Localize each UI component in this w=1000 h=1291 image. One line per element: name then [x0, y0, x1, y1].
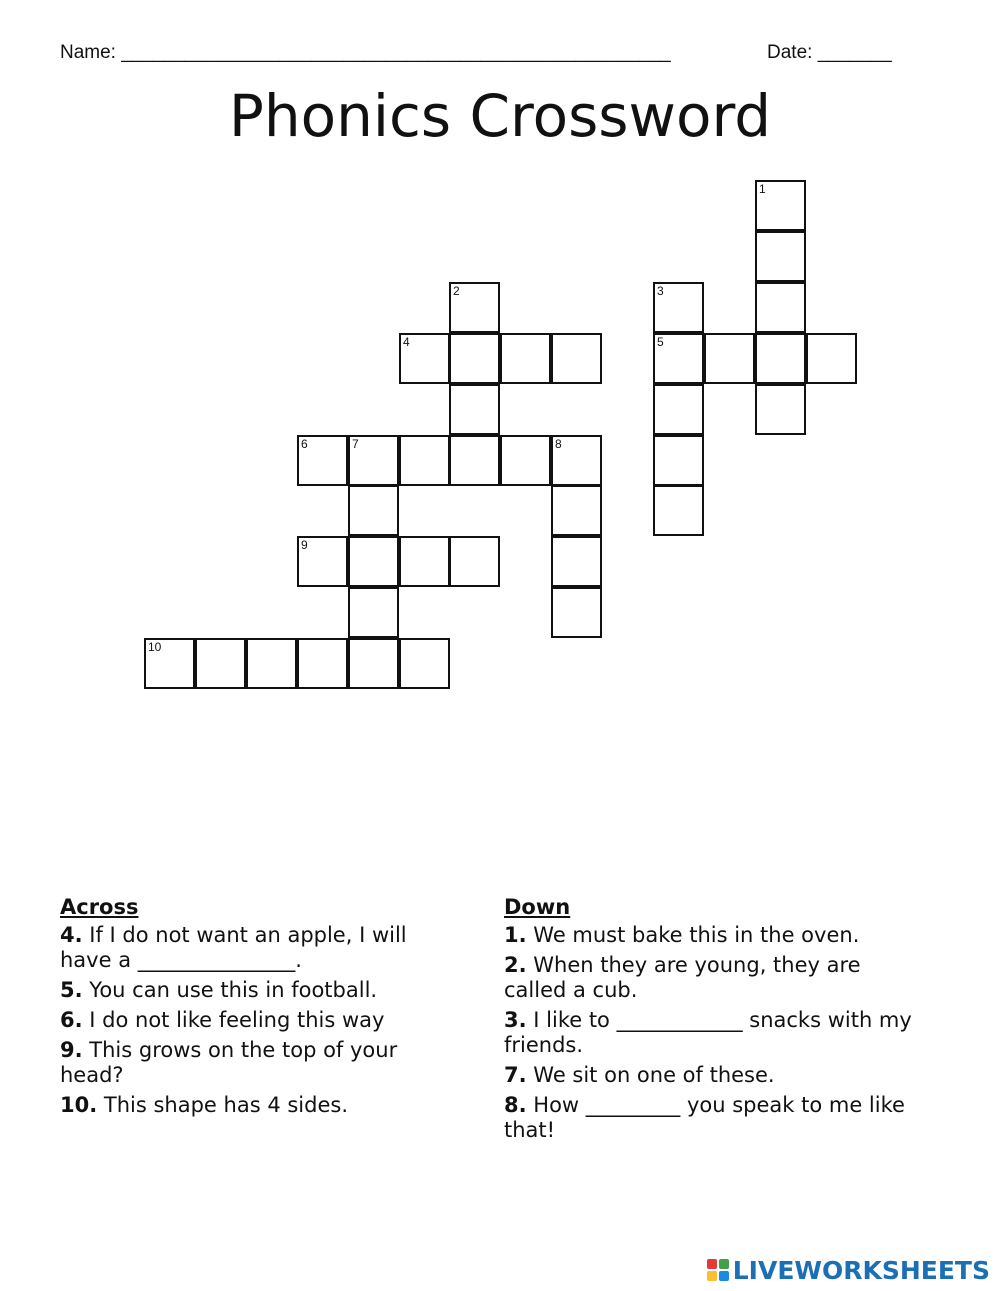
crossword-cell[interactable] [348, 435, 399, 486]
crossword-cell-input[interactable] [655, 487, 702, 534]
crossword-cell[interactable] [755, 231, 806, 282]
clue-across: 4. If I do not want an apple, I will have a _______________. [60, 923, 407, 972]
crossword-cell[interactable] [449, 435, 500, 486]
crossword-cell-input[interactable] [757, 284, 804, 331]
down-heading: Down [504, 895, 571, 919]
crossword-cell-input[interactable] [706, 335, 753, 382]
clue-down: 3. I like to ____________ snacks with my friends. [504, 1008, 912, 1057]
crossword-cell[interactable] [399, 435, 450, 486]
crossword-cell-input[interactable] [401, 538, 448, 585]
crossword-cell[interactable] [500, 435, 551, 486]
crossword-cell-input[interactable] [808, 335, 855, 382]
crossword-cell[interactable] [755, 333, 806, 384]
crossword-cell[interactable] [755, 180, 806, 231]
crossword-cell-input[interactable] [350, 487, 397, 534]
crossword-cell[interactable] [704, 333, 755, 384]
crossword-cell[interactable] [449, 384, 500, 435]
clue-number: 4 [403, 335, 410, 349]
crossword-cell-input[interactable] [553, 538, 600, 585]
logo-text: LIVEWORKSHEETS [732, 1255, 990, 1285]
clue-across: 10. This shape has 4 sides. [60, 1093, 348, 1117]
crossword-cell[interactable] [653, 384, 704, 435]
crossword-cell-input[interactable] [299, 437, 346, 484]
clue-number: 6 [301, 437, 308, 451]
across-heading: Across [60, 895, 139, 919]
crossword-cell[interactable] [551, 536, 602, 587]
crossword-cell-input[interactable] [248, 640, 295, 687]
crossword-cell[interactable] [297, 638, 348, 689]
crossword-cell[interactable] [399, 536, 450, 587]
crossword-cell[interactable] [755, 282, 806, 333]
crossword-cell-input[interactable] [197, 640, 244, 687]
clue-number: 3 [657, 284, 664, 298]
clue-number: 9 [301, 538, 308, 552]
crossword-cell[interactable] [653, 333, 704, 384]
crossword-cell[interactable] [246, 638, 297, 689]
crossword-cell-input[interactable] [757, 182, 804, 229]
crossword-cell[interactable] [653, 435, 704, 486]
down-clues [504, 895, 924, 1148]
crossword-cell-input[interactable] [350, 437, 397, 484]
crossword-cell[interactable] [653, 282, 704, 333]
crossword-cell[interactable] [755, 384, 806, 435]
crossword-cell[interactable] [551, 435, 602, 486]
clue-number: 7 [352, 437, 359, 451]
name-field-label[interactable]: Name: ____________________________________________________ [60, 42, 671, 63]
crossword-cell-input[interactable] [451, 335, 498, 382]
clue-down: 7. We sit on one of these. [504, 1063, 775, 1087]
crossword-cell-input[interactable] [401, 640, 448, 687]
crossword-cell-input[interactable] [146, 640, 193, 687]
crossword-cell[interactable] [551, 587, 602, 638]
crossword-cell-input[interactable] [502, 437, 549, 484]
crossword-cell-input[interactable] [502, 335, 549, 382]
clue-across: 6. I do not like feeling this way [60, 1008, 385, 1032]
clue-down: 8. How _________ you speak to me like that! [504, 1093, 905, 1142]
crossword-cell[interactable] [348, 536, 399, 587]
crossword-cell[interactable] [399, 333, 450, 384]
crossword-cell[interactable] [348, 485, 399, 536]
crossword-cell[interactable] [348, 587, 399, 638]
clue-number: 2 [453, 284, 460, 298]
crossword-cell[interactable] [449, 282, 500, 333]
crossword-cell-input[interactable] [655, 386, 702, 433]
crossword-cell-input[interactable] [401, 437, 448, 484]
crossword-cell-input[interactable] [350, 640, 397, 687]
crossword-cell-input[interactable] [655, 335, 702, 382]
clue-down: 1. We must bake this in the oven. [504, 923, 860, 947]
crossword-cell-input[interactable] [299, 640, 346, 687]
clue-down: 2. When they are young, they are called a cub. [504, 953, 861, 1002]
crossword-cell-input[interactable] [451, 437, 498, 484]
crossword-cell-input[interactable] [299, 538, 346, 585]
crossword-cell-input[interactable] [553, 437, 600, 484]
crossword-cell-input[interactable] [553, 335, 600, 382]
liveworksheets-logo[interactable] [707, 1255, 990, 1285]
page-title: Phonics Crossword [228, 82, 772, 150]
crossword-cell-input[interactable] [553, 589, 600, 636]
crossword-cell-input[interactable] [757, 233, 804, 280]
across-clues [60, 895, 455, 1123]
crossword-cell-input[interactable] [451, 284, 498, 331]
crossword-cell[interactable] [551, 333, 602, 384]
crossword-cell[interactable] [348, 638, 399, 689]
clue-across: 9. This grows on the top of your head? [60, 1038, 398, 1087]
crossword-cell[interactable] [500, 333, 551, 384]
crossword-cell-input[interactable] [451, 538, 498, 585]
clue-across: 5. You can use this in football. [60, 978, 378, 1002]
clue-number: 5 [657, 335, 664, 349]
crossword-cell[interactable] [144, 638, 195, 689]
crossword-cell[interactable] [449, 333, 500, 384]
crossword-cell[interactable] [551, 485, 602, 536]
crossword-cell-input[interactable] [655, 284, 702, 331]
crossword-cell-input[interactable] [655, 437, 702, 484]
crossword-cell[interactable] [449, 536, 500, 587]
crossword-cell-input[interactable] [757, 335, 804, 382]
crossword-cell[interactable] [806, 333, 857, 384]
crossword-cell[interactable] [297, 536, 348, 587]
crossword-cell-input[interactable] [553, 487, 600, 534]
clue-number: 8 [555, 437, 562, 451]
crossword-cell-input[interactable] [451, 386, 498, 433]
crossword-cell[interactable] [653, 485, 704, 536]
liveworksheets-logo-icon [707, 1259, 729, 1281]
date-field-label[interactable]: Date: _______ [767, 42, 892, 63]
crossword-cell-input[interactable] [401, 335, 448, 382]
clue-number: 10 [148, 640, 162, 654]
crossword-cell-input[interactable] [757, 386, 804, 433]
crossword-cell-input[interactable] [350, 589, 397, 636]
crossword-cell[interactable] [297, 435, 348, 486]
crossword-cell-input[interactable] [350, 538, 397, 585]
crossword-cell[interactable] [399, 638, 450, 689]
clue-number: 1 [759, 182, 766, 196]
crossword-cell[interactable] [195, 638, 246, 689]
